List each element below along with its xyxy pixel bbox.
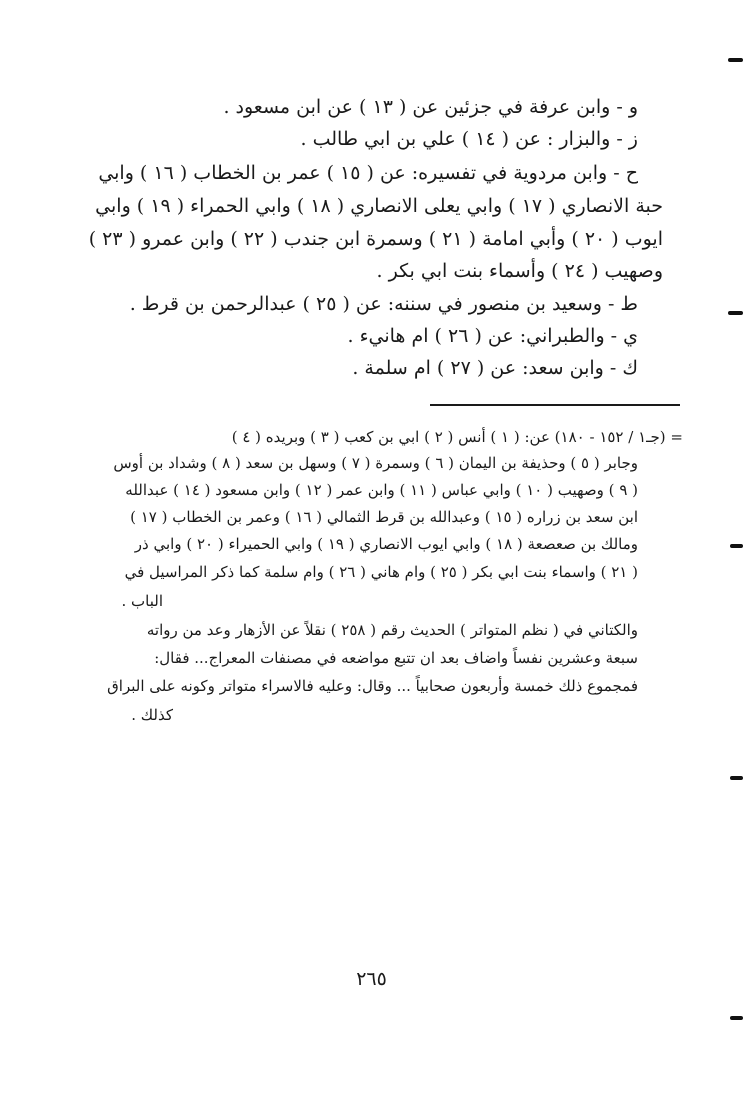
main-line-3: ح - وابن مردوية في تفسيره: عن ( ١٥ ) عمر بن الخطاب ( ١٦ ) وابي [98,162,638,184]
page-number: ٢٦٥ [356,968,387,990]
scan-edge-mark [730,544,743,548]
note-line-1: = (جـ١ / ١٥٢ - ١٨٠) عن: ( ١ ) أنس ( ٢ ) ابي بن كعب ( ٣ ) وبريده ( ٤ ) [231,428,683,446]
note-line-10: فمجموع ذلك خمسة وأربعون صحابياً ... وقال: وعليه فالاسراء متواتر وكونه على البراق [107,677,638,695]
main-line-5: ايوب ( ٢٠ ) وأبي امامة ( ٢١ ) وسمرة ابن جندب ( ٢٢ ) وابن عمرو ( ٢٣ ) [88,228,663,250]
main-line-2: ز - والبزار : عن ( ١٤ ) علي بن ابي طالب . [300,128,638,150]
scan-edge-mark [730,1016,743,1020]
main-line-4: حبة الانصاري ( ١٧ ) وابي يعلى الانصاري ( ١٨ ) وابي الحمراء ( ١٩ ) وابي [95,195,663,217]
note-line-9: سبعة وعشرين نفساً واضاف بعد ان تتبع مواضعه في مصنفات المعراج... فقال: [154,649,638,667]
scan-edge-mark [728,58,743,62]
note-line-3: ( ٩ ) وصهيب ( ١٠ ) وابي عباس ( ١١ ) وابن عمر ( ١٢ ) وابن مسعود ( ١٤ ) عبدالله [125,481,638,499]
scan-edge-mark [730,776,743,780]
note-line-2: وجابر ( ٥ ) وحذيفة بن اليمان ( ٦ ) وسمرة ( ٧ ) وسهل بن سعد ( ٨ ) وشداد بن أوس [113,454,638,472]
note-line-5: ومالك بن صعصعة ( ١٨ ) وابي ايوب الانصاري ( ١٩ ) وابي الحميراء ( ٢٠ ) وابي ذر [134,535,638,553]
main-line-6: وصهيب ( ٢٤ ) وأسماء بنت ابي بكر . [376,260,663,282]
note-line-7: الباب . [121,592,163,610]
note-line-4: ابن سعد بن زراره ( ١٥ ) وعبدالله بن قرط الثمالي ( ١٦ ) وعمر بن الخطاب ( ١٧ ) [130,508,638,526]
main-line-8: ي - والطبراني: عن ( ٢٦ ) ام هانيء . [347,325,638,347]
note-line-11: كذلك . [131,706,173,724]
footnote-separator [430,404,680,406]
note-line-6: ( ٢١ ) واسماء بنت ابي بكر ( ٢٥ ) وام هاني ( ٢٦ ) وام سلمة كما ذكر المراسيل في [124,563,638,581]
main-line-9: ك - وابن سعد: عن ( ٢٧ ) ام سلمة . [352,357,638,379]
main-line-7: ط - وسعيد بن منصور في سننه: عن ( ٢٥ ) عبدالرحمن بن قرط . [129,293,638,315]
scan-edge-mark [728,311,743,315]
note-line-8: والكتاني في ( نظم المتواتر ) الحديث رقم ( ٢٥٨ ) نقلاً عن الأزهار وعد من رواته [146,621,638,639]
main-line-1: و - وابن عرفة في جزئين عن ( ١٣ ) عن ابن مسعود . [223,96,638,118]
